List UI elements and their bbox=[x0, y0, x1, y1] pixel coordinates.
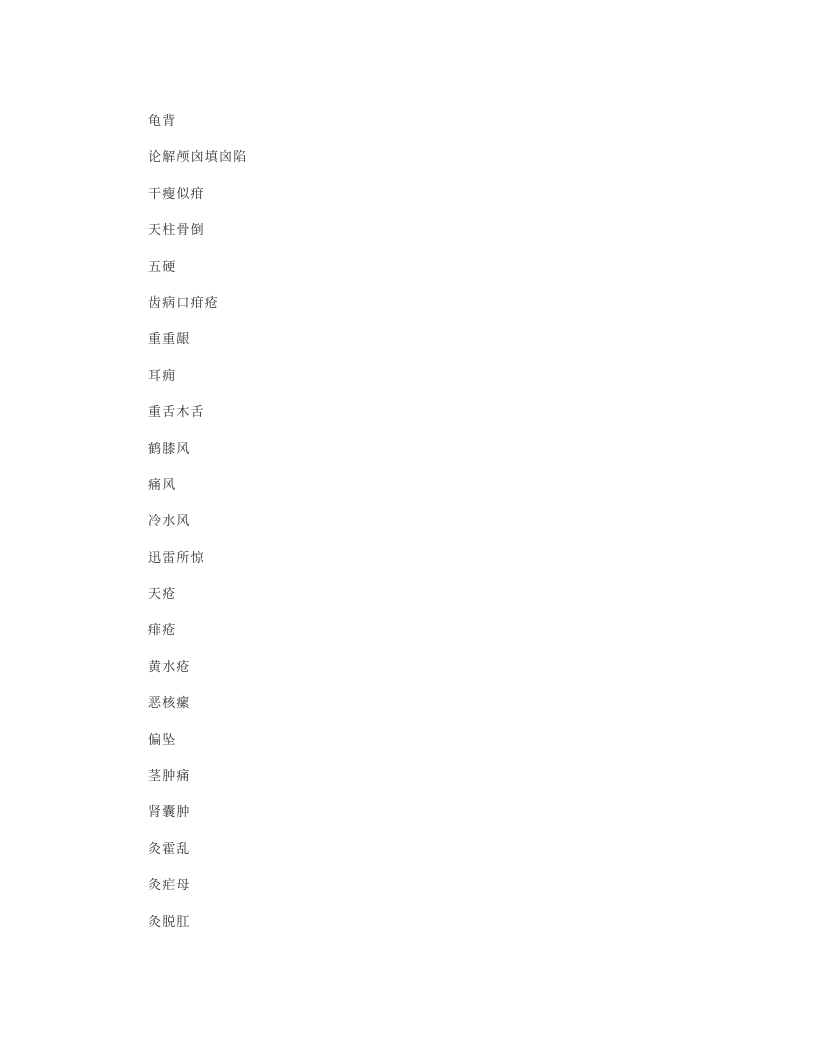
toc-item: 恶核瘰 bbox=[148, 695, 191, 711]
toc-item: 耳痈 bbox=[148, 367, 177, 383]
toc-item: 齿病口疳疮 bbox=[148, 294, 220, 310]
toc-item: 鹤膝风 bbox=[148, 440, 191, 456]
toc-item: 论解颅囟填囟陷 bbox=[148, 149, 248, 165]
toc-item: 茎肿痛 bbox=[148, 768, 191, 784]
toc-item: 黄水疮 bbox=[148, 658, 191, 674]
toc-item: 龟背 bbox=[148, 113, 177, 128]
toc-list bbox=[148, 114, 247, 951]
toc-item: 灸脱肛 bbox=[148, 913, 191, 929]
toc-item: 干瘦似疳 bbox=[148, 185, 205, 201]
toc-item: 灸霍乱 bbox=[148, 840, 191, 856]
toc-item: 重舌木舌 bbox=[148, 404, 205, 420]
toc-item: 冷水风 bbox=[148, 513, 191, 529]
toc-item: 痱疮 bbox=[148, 622, 177, 638]
toc-item: 偏坠 bbox=[148, 731, 177, 747]
toc-item: 痛风 bbox=[148, 476, 177, 492]
toc-item: 天疮 bbox=[148, 586, 177, 602]
toc-item: 重重龈 bbox=[148, 331, 191, 347]
toc-item: 迅雷所惊 bbox=[148, 549, 205, 565]
toc-item: 灸疟母 bbox=[148, 877, 191, 893]
toc-item: 肾囊肿 bbox=[148, 804, 191, 820]
toc-item: 五硬 bbox=[148, 258, 177, 274]
toc-item: 天柱骨倒 bbox=[148, 222, 205, 238]
